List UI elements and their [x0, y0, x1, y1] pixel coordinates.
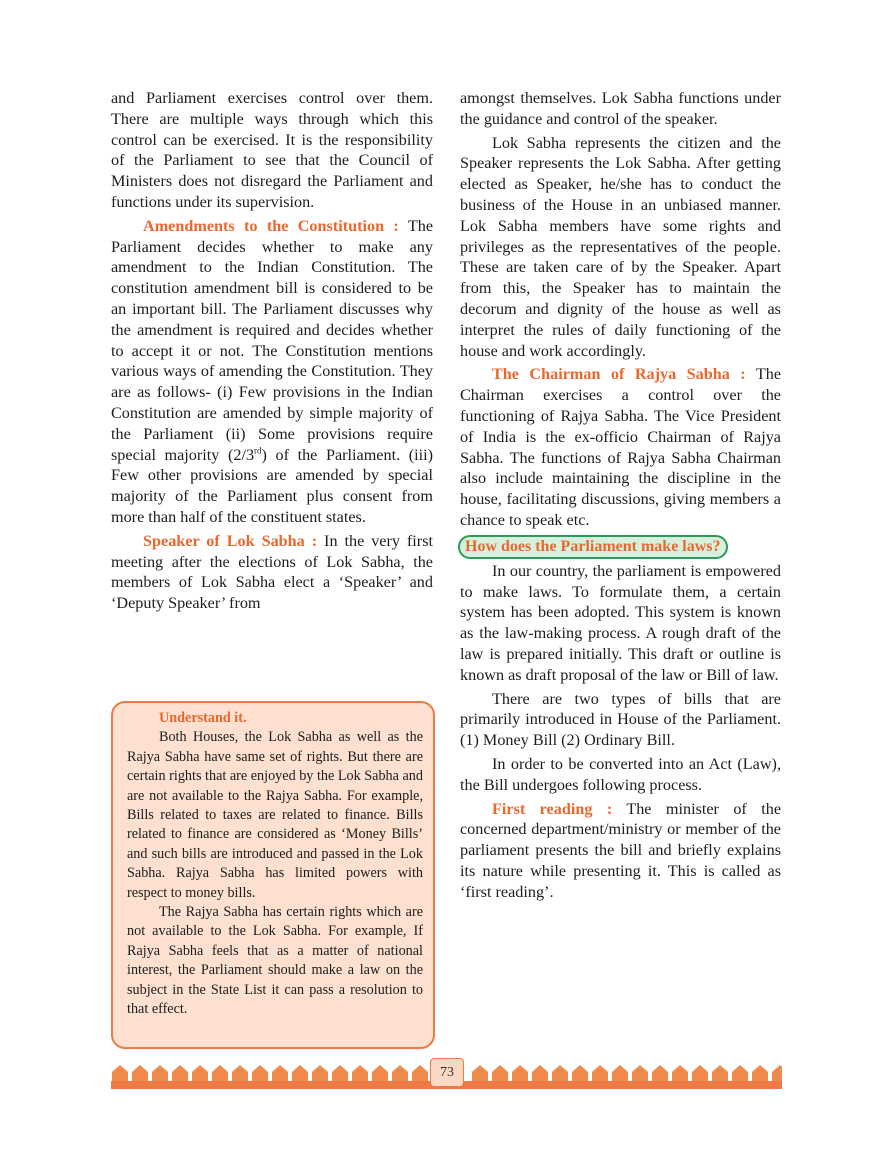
footer-ornament [232, 1065, 248, 1083]
footer-ornament [412, 1065, 428, 1083]
footer-ornament [772, 1065, 782, 1083]
footer-ornament [352, 1065, 368, 1083]
footer-ornament [152, 1065, 168, 1083]
section-text: ) of the Parliament. (iii) Few other provisions are amended by special majority of the Parliament plus consent from more than half of the constituent states. [111, 445, 433, 526]
footer-ornament [672, 1065, 688, 1083]
right-column [460, 88, 781, 905]
footer-ornament [212, 1065, 228, 1083]
section-heading: First reading : [492, 799, 613, 818]
paragraph: In order to be converted into an Act (Law), the Bill undergoes following process. [460, 754, 781, 794]
left-column [111, 88, 433, 617]
section-text: The Chairman exercises a control over the functioning of Rajya Sabha. The Vice President of India is the ex-officio Chairman of Rajya Sabha. The functions of Rajya Sabha Chairman also include maintaining the discipline in the house, facilitating discussions, giving members a chance to speak etc. [460, 365, 782, 529]
box-title: Understand it. [159, 710, 247, 726]
footer-ornament [552, 1065, 568, 1083]
understand-it-box [111, 701, 435, 1049]
footer-ornament [272, 1065, 288, 1083]
section-text: The minister of the concerned department/ministry or member of the parliament presents the bill and briefly explains its nature while presenting it. This is called as ‘first reading’. [460, 799, 781, 901]
amendments-section [111, 216, 433, 528]
footer-ornament [732, 1065, 748, 1083]
box-paragraph: Both Houses, the Lok Sabha as well as the Rajya Sabha have same set of rights. But there are certain rights that are enjoyed by the Lok Sabha and are not available to the Rajya Sabha. For example, Bills related to taxes are related to finance. Bills related to finance are considered as ‘Money Bills’ and such bills are introduced and passed in the Lok Sabha. Rajya Sabha has limited powers with respect to money bills. [127, 729, 423, 901]
box-paragraph: The Rajya Sabha has certain rights which are not available to the Lok Sabha. For example, If Rajya Sabha feels that as a matter of national interest, the Parliament should make a law on the subject in the State List it can pass a resolution to that effect. [127, 904, 423, 1018]
page-number: 73 [430, 1058, 464, 1087]
footer-ornament [692, 1065, 708, 1083]
section-heading: Amendments to the Constitution : [143, 216, 399, 235]
footer-ornament [632, 1065, 648, 1083]
section-text: The Parliament decides whether to make any amendment to the Indian Constitution. The constitution amendment bill is considered to be an important bill. The Parliament discusses why the amendment is required and decides whether to accept it or not. The Constitution mentions various ways of amending the Constitution. They are as follows- (i) Few provisions in the Indian Constitution are amended by simple majority of the Parliament (ii) Some provisions require special majority (2/3 [111, 216, 434, 464]
footer-ornament [532, 1065, 548, 1083]
footer-ornament [132, 1065, 148, 1083]
footer-ornament [112, 1065, 128, 1083]
footer-ornament [252, 1065, 268, 1083]
footer-ornament [172, 1065, 188, 1083]
superscript: rd [254, 445, 262, 456]
footer-ornament [332, 1065, 348, 1083]
paragraph: amongst themselves. Lok Sabha functions under the guidance and control of the speaker. [460, 89, 781, 128]
footer-ornament [612, 1065, 628, 1083]
first-reading-section [460, 799, 781, 903]
section-heading: Speaker of Lok Sabha : [143, 531, 318, 550]
footer-ornament [712, 1065, 728, 1083]
paragraph: In our country, the parliament is empowered to make laws. To formulate them, a certain system has been adopted. This system is known as the law-making process. A rough draft of the law is prepared initially. This draft or outline is known as draft proposal of the law or Bill of law. [460, 561, 781, 684]
footer-ornament [312, 1065, 328, 1083]
footer-ornament [492, 1065, 508, 1083]
section-text: In the very first meeting after the elections of Lok Sabha, the members of Lok Sabha elect a ‘Speaker’ and ‘Deputy Speaker’ from [111, 531, 433, 613]
footer-ornament [392, 1065, 408, 1083]
section-heading: The Chairman of Rajya Sabha : [492, 365, 746, 384]
footer-ornament [292, 1065, 308, 1083]
footer-ornament [472, 1065, 488, 1083]
footer-ornament [372, 1065, 388, 1083]
paragraph: There are two types of bills that are primarily introduced in House of the Parliament. (1) Money Bill (2) Ordinary Bill. [460, 689, 781, 750]
footer-ornament [572, 1065, 588, 1083]
laws-heading-pill: How does the Parliament make laws? [458, 535, 728, 559]
footer-ornament [512, 1065, 528, 1083]
paragraph: Lok Sabha represents the citizen and the Speaker represents the Lok Sabha. After getting elected as Speaker, he/she has to conduct the business of the House in an unbiased manner. Lok Sabha members have some rights and privileges as the representatives of the people. These are taken care of by the Speaker. Apart from this, the Speaker has to maintain the decorum and dignity of the house as well as interpret the rules of daily functioning of the house and work accordingly. [460, 133, 781, 360]
footer-ornament [192, 1065, 208, 1083]
footer-ornament [652, 1065, 668, 1083]
footer-ornament [752, 1065, 768, 1083]
speaker-section [111, 531, 433, 614]
footer-ornament [592, 1065, 608, 1083]
paragraph: and Parliament exercises control over them. There are multiple ways through which this control can be exercised. It is the responsibility of the Parliament to see that the Council of Ministers does not disregard the Parliament and functions under its supervision. [111, 89, 433, 211]
chairman-section [460, 364, 781, 530]
